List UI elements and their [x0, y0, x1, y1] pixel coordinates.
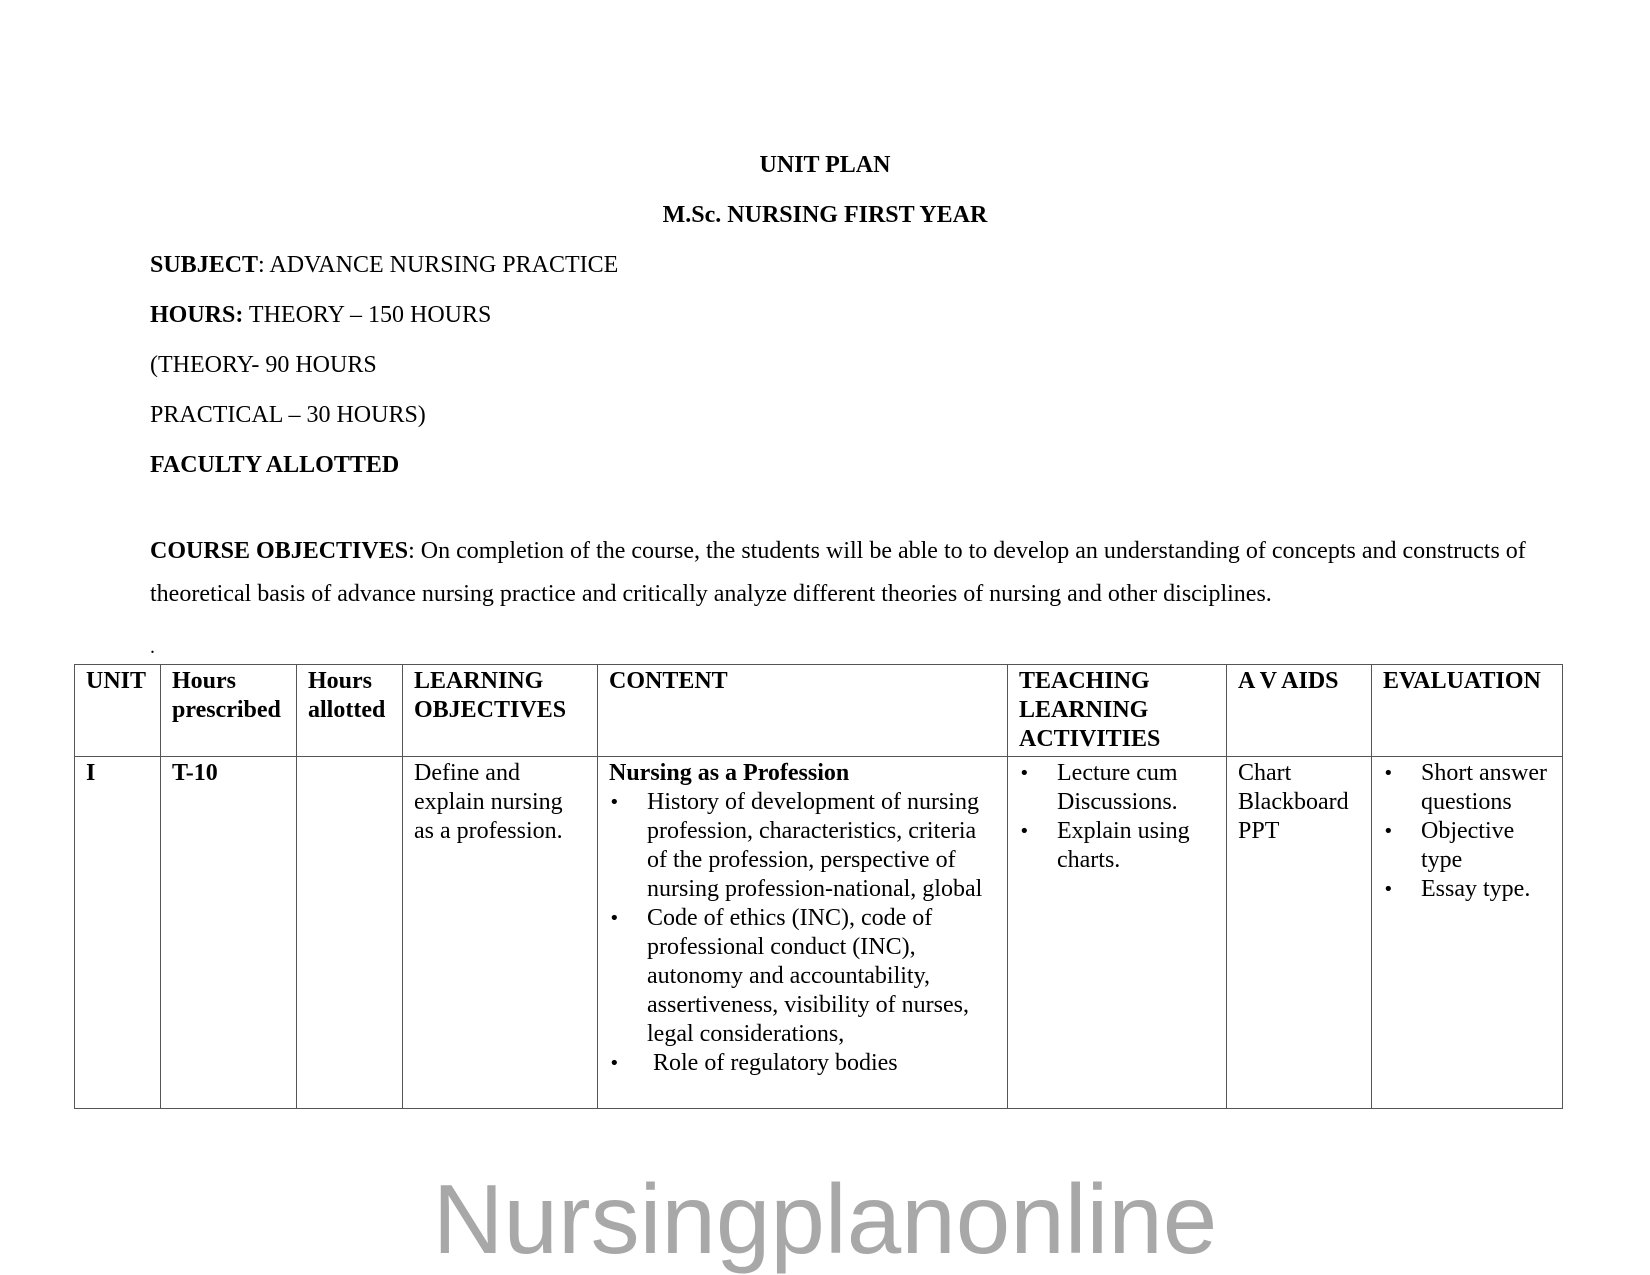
- cell-hours-allotted: [297, 757, 403, 1109]
- header-hours-allotted: Hours allotted: [297, 665, 403, 757]
- objectives-label: COURSE OBJECTIVES: [150, 538, 409, 564]
- list-item: • Lecture cum Discussions.: [1057, 759, 1216, 817]
- list-item: • Explain using charts.: [1057, 817, 1216, 875]
- subject-label: SUBJECT: [150, 252, 259, 278]
- cell-evaluation: [1372, 757, 1563, 1109]
- cell-content: [598, 757, 1008, 1109]
- list-item: • History of development of nursing profession, characteristics, criteria of the profession, perspective of nursing profession-national, global: [647, 788, 997, 904]
- cell-av-aids: [1227, 757, 1372, 1109]
- av-aid-item: Chart: [1238, 760, 1292, 786]
- av-aid-item: Blackboard: [1238, 789, 1349, 815]
- watermark: Nursingplanonline: [432, 1164, 1218, 1274]
- page-subtitle: M.Sc. NURSING FIRST YEAR: [662, 202, 988, 228]
- header-hours-prescribed: Hours prescribed: [161, 665, 297, 757]
- hours-label: HOURS:: [150, 302, 244, 328]
- cell-hours-prescribed: T-10: [161, 757, 297, 1109]
- unit-plan-table: [74, 664, 1563, 1109]
- stray-dot: .: [150, 636, 155, 658]
- page-title: UNIT PLAN: [759, 152, 891, 178]
- list-item: • Essay type.: [1421, 875, 1552, 904]
- cell-learning-objectives: Define and explain nursing as a profession.: [403, 757, 598, 1109]
- table-row: [75, 757, 1563, 1109]
- list-item: • Short answer questions: [1421, 759, 1552, 817]
- cell-unit: I: [75, 757, 161, 1109]
- list-item: • Objective type: [1421, 817, 1552, 875]
- av-aid-item: PPT: [1238, 818, 1280, 844]
- subject-line: [150, 252, 618, 279]
- hours-line: [150, 302, 491, 329]
- header-av-aids: A V AIDS: [1227, 665, 1372, 757]
- hours-value: THEORY – 150 HOURS: [243, 302, 492, 328]
- header-learning-objectives: LEARNING OBJECTIVES: [403, 665, 598, 757]
- faculty-line: FACULTY ALLOTTED: [150, 452, 400, 478]
- header-teaching-learning: TEACHING LEARNING ACTIVITIES: [1008, 665, 1227, 757]
- table-header-row: [75, 665, 1563, 757]
- list-item: • Role of regulatory bodies: [647, 1049, 997, 1078]
- practical-line: PRACTICAL – 30 HOURS): [150, 402, 426, 428]
- cell-teaching-learning: [1008, 757, 1227, 1109]
- theory-line: (THEORY- 90 HOURS: [150, 352, 377, 378]
- header-evaluation: EVALUATION: [1372, 665, 1563, 757]
- course-objectives: [150, 530, 1570, 616]
- subject-value: : ADVANCE NURSING PRACTICE: [258, 252, 619, 278]
- content-title: Nursing as a Profession: [609, 760, 850, 786]
- objectives-text: : On completion of the course, the students will be able to to develop an understanding of concepts and constructs of theoretical basis of advance nursing practice and critically analyze different theories of nursing and other disciplines.: [150, 538, 1526, 607]
- header-content: CONTENT: [598, 665, 1008, 757]
- header-unit: UNIT: [75, 665, 161, 757]
- list-item: • Code of ethics (INC), code of professional conduct (INC), autonomy and accountability, assertiveness, visibility of nurses, legal considerations,: [647, 904, 997, 1049]
